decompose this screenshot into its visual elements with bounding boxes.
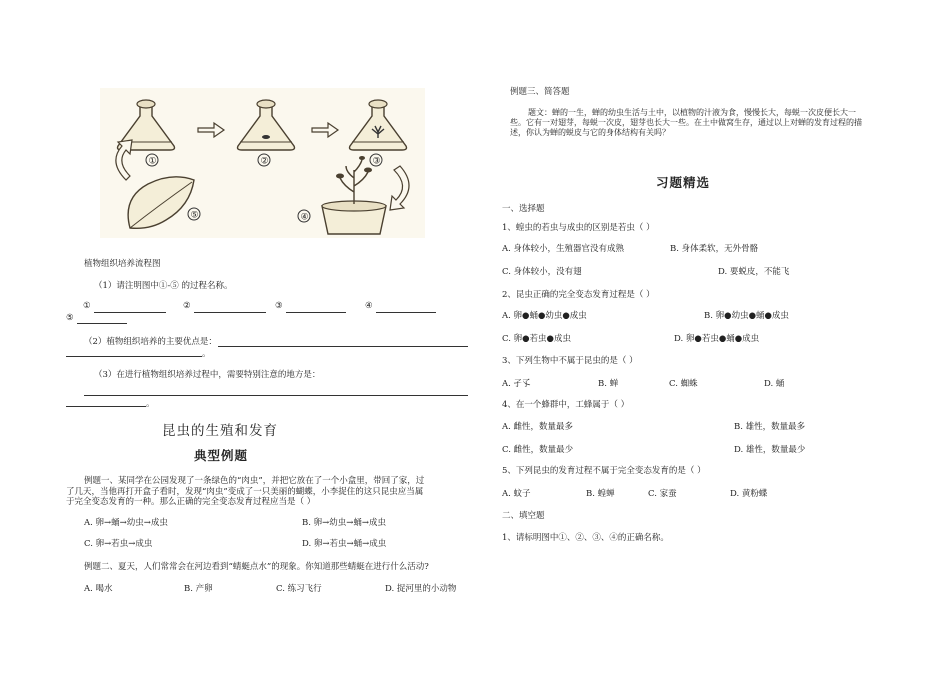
ex3-line-2: 些。它有一对翅芽，每蜕一次皮，翅芽也长大一些。在土中做窝生存，通过以上对蝉的发育过程的描 bbox=[510, 118, 862, 127]
q1-blank-label-3: ③ bbox=[275, 301, 283, 311]
q2-prompt: （2）植物组织培养的主要优点是： bbox=[84, 337, 217, 347]
q2-blank-line-2[interactable] bbox=[66, 356, 202, 357]
q1-stem: 1、蝗虫的若虫与成虫的区别是若虫（ ） bbox=[502, 223, 655, 233]
q5-option-c[interactable]: C. 家蚕 bbox=[648, 489, 677, 499]
marker-5: ⑤ bbox=[190, 210, 199, 221]
q1-option-b[interactable]: B. 身体柔软，无外骨骼 bbox=[670, 244, 759, 254]
q1-blank-label-1: ① bbox=[83, 301, 91, 311]
q4-option-b[interactable]: B. 雄性，数量最多 bbox=[734, 422, 806, 432]
part1-title: 一、选择题 bbox=[502, 204, 545, 214]
tissue-culture-figure bbox=[100, 88, 425, 238]
q3-option-b[interactable]: B. 蝉 bbox=[598, 379, 619, 389]
q2-option-c[interactable]: C. 卵●若虫●成虫 bbox=[502, 334, 571, 344]
q1-option-c[interactable]: C. 身体较小，没有翅 bbox=[502, 267, 582, 277]
ex2-option-a[interactable]: A. 喝水 bbox=[84, 584, 113, 594]
q5-stem: 5、下列昆虫的发育过程不属于完全变态发育的是（ ） bbox=[502, 466, 706, 476]
marker-2: ② bbox=[260, 156, 269, 167]
q4-stem: 4、在一个蜂群中，工蜂属于（ ） bbox=[502, 400, 630, 410]
ex2-option-d[interactable]: D. 捉河里的小动物 bbox=[385, 584, 457, 594]
q2-option-a[interactable]: A. 卵●蛹●幼虫●成虫 bbox=[502, 311, 587, 321]
q5-option-b[interactable]: B. 蝗蝉 bbox=[586, 489, 615, 499]
ex1-option-d[interactable]: D. 卵→若虫→蛹→成虫 bbox=[302, 539, 387, 549]
q1-blank-label-2: ② bbox=[183, 301, 191, 311]
ex2-option-b[interactable]: B. 产卵 bbox=[184, 584, 213, 594]
marker-4: ④ bbox=[300, 212, 309, 223]
ex3-line-3: 述，你认为蝉的蜕皮与它的身体结构有关吗？ bbox=[510, 128, 670, 137]
ex2-stem: 例题二、夏天，人们常常会在河边看到“蜻蜓点水”的现象。你知道那些蜻蜓在进行什么活动? bbox=[84, 562, 429, 572]
q3-option-d[interactable]: D. 蛹 bbox=[764, 379, 785, 389]
ex1-option-b[interactable]: B. 卵→幼虫→蛹→成虫 bbox=[302, 518, 387, 528]
q1-blank-4[interactable] bbox=[376, 312, 436, 313]
exercises-title: 习题精选 bbox=[656, 175, 711, 190]
q3-blank-line-1[interactable] bbox=[84, 395, 468, 396]
ex3-line-1: 题文：蝉的一生，蝉的幼虫生活与土中，以植物的汁液为食，慢慢长大，每蜕一次皮便长大一 bbox=[528, 108, 856, 117]
q1-blank-1[interactable] bbox=[94, 312, 166, 313]
q5-option-a[interactable]: A. 蚊子 bbox=[502, 489, 531, 499]
part2-title: 二、填空题 bbox=[502, 511, 545, 521]
q2-blank-line-1[interactable] bbox=[218, 346, 468, 347]
q5-option-d[interactable]: D. 黄粉蝶 bbox=[730, 489, 768, 499]
q1-option-d[interactable]: D. 要蜕皮，不能飞 bbox=[718, 267, 790, 277]
q3-option-a[interactable]: A. 孑孓 bbox=[502, 379, 531, 389]
q3-blank-line-2[interactable] bbox=[66, 406, 146, 407]
ex1-line-1: 例题一、某同学在公园发现了一条绿色的“肉虫”，并把它放在了一个小盒里，带回了家，过 bbox=[84, 476, 425, 486]
q3-end: 。 bbox=[146, 399, 155, 409]
q2-end: 。 bbox=[202, 349, 211, 359]
q2-option-d[interactable]: D. 卵●若虫●蛹●成虫 bbox=[674, 334, 760, 344]
q1-blank-5[interactable] bbox=[77, 323, 127, 324]
q1-blank-label-4: ④ bbox=[365, 301, 373, 311]
examples-title: 典型例题 bbox=[194, 448, 249, 463]
q4-option-c[interactable]: C. 雌性，数量最少 bbox=[502, 445, 574, 455]
q1-prompt: （1）请注明图中①-⑤ 的过程名称。 bbox=[94, 281, 233, 291]
marker-1: ① bbox=[148, 156, 157, 167]
q1-blank-2[interactable] bbox=[194, 312, 266, 313]
ex2-option-c[interactable]: C. 练习飞行 bbox=[276, 584, 322, 594]
q3-option-c[interactable]: C. 蜘蛛 bbox=[669, 379, 698, 389]
q1-option-a[interactable]: A. 身体较小，生殖器官没有成熟 bbox=[502, 244, 625, 254]
q2-stem: 2、昆虫正确的完全变态发育过程是（ ） bbox=[502, 290, 655, 300]
q1-blank-label-5: ⑤ bbox=[66, 313, 74, 323]
ex1-option-c[interactable]: C. 卵→若虫→成虫 bbox=[84, 539, 153, 549]
q4-option-d[interactable]: D. 雄性，数量最少 bbox=[734, 445, 806, 455]
q3-stem: 3、下列生物中不属于昆虫的是（ ） bbox=[502, 356, 638, 366]
ex1-option-a[interactable]: A. 卵→蛹→幼虫→成虫 bbox=[84, 518, 168, 528]
ex3-title: 例题三、简答题 bbox=[510, 87, 570, 97]
q3-prompt: （3）在进行植物组织培养过程中，需要特别注意的地方是： bbox=[94, 370, 321, 380]
figure-caption: 植物组织培养流程图 bbox=[84, 259, 161, 269]
ex1-line-2: 了几天，当他再打开盒子看时，发现“肉虫”变成了一只美丽的蝴蝶，小李捉住的这只昆虫应当属 bbox=[66, 487, 424, 497]
q1-blank-3[interactable] bbox=[286, 312, 346, 313]
q2-option-b[interactable]: B. 卵●幼虫●蛹●成虫 bbox=[704, 311, 789, 321]
q4-option-a[interactable]: A. 雌性，数量最多 bbox=[502, 422, 574, 432]
marker-3: ③ bbox=[372, 156, 381, 167]
section-title: 昆虫的生殖和发育 bbox=[162, 423, 278, 439]
ex1-line-3: 于完全变态发育的一种。那么正确的完全变态发育过程应当是（ ） bbox=[66, 497, 316, 507]
fill-question-1: 1、请标明图中①、②、③、④的正确名称。 bbox=[502, 533, 669, 543]
